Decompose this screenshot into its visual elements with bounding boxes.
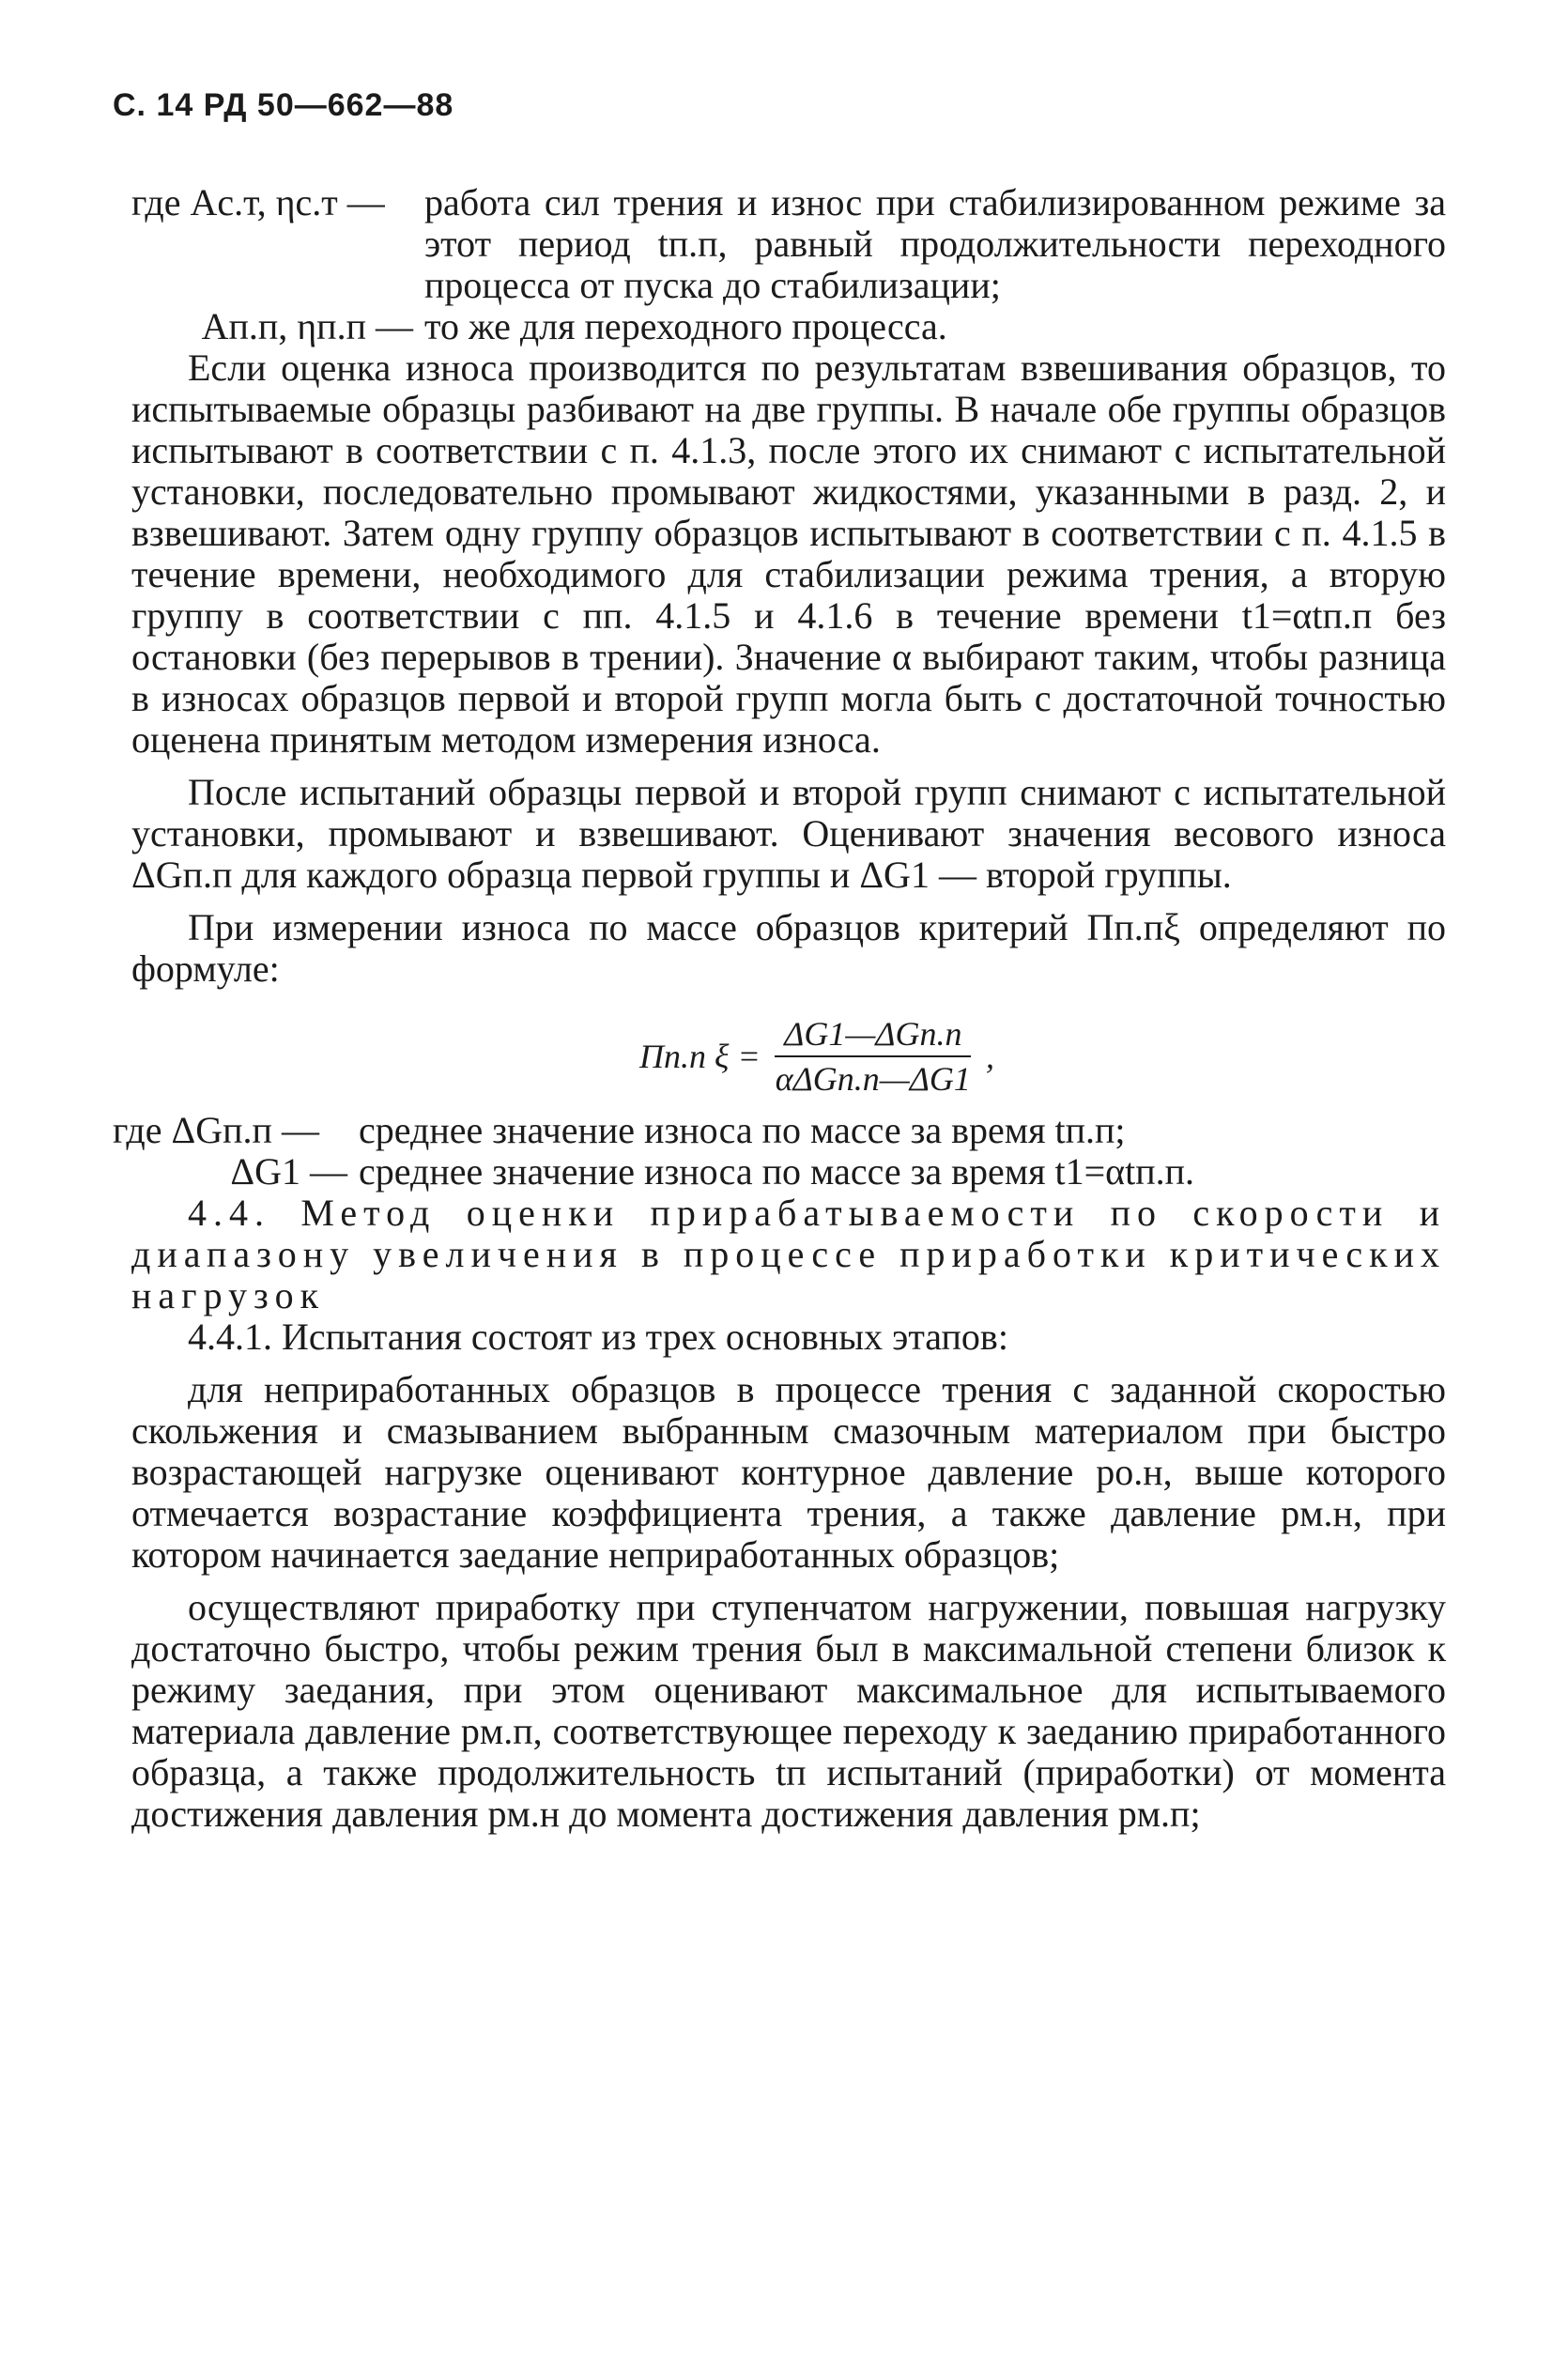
document-page (113, 85, 1446, 1835)
body-paragraph: После испытаний образцы первой и второй групп снимают с испытательной установки, промывают и взвешивают. Оценивают значения весового износа ΔGп.п для каждого образца первой группы и ΔG1 — второй группы. (131, 771, 1446, 896)
definition-row (113, 1109, 1446, 1151)
definition-row (131, 306, 1446, 347)
body-paragraph: Если оценка износа производится по результатам взвешивания образцов, то испытываемые образцы разбивают на две группы. В начале обе группы образцов испытывают в соответствии с п. 4.1.3, после этого их снимают с испытательной установки, последовательно промывают жидкостями, указанными в разд. 2, и взвешивают. Затем одну группу образцов испытывают в соответствии с п. 4.1.5 в течение времени, необходимого для стабилизации режима трения, а вторую группу в соответствии с пп. 4.1.5 и 4.1.6 в течение времени t1=αtп.п без остановки (без перерывов в трении). Значение α выбирают таким, чтобы разница в износах образцов первой и второй групп могла быть с достаточной точностью оценена принятым методом измерения износа. (131, 346, 1446, 761)
formula (188, 1012, 1446, 1101)
body-paragraph: осуществляют приработку при ступенчатом нагружении, повышая нагрузку достаточно быстро, чтобы режим трения был в максимальной степени близок к режиму заедания, при этом оценивают максимальное для испытываемого материала давление pм.п, соответствующее переходу к заеданию приработанного образца, а также продолжительность tп испытаний (приработки) от момента достижения давления pм.н до момента достижения давления pм.п; (131, 1586, 1446, 1835)
running-head: С. 14 РД 50—662—88 (113, 87, 454, 123)
definition-term: где ΔGп.п — (113, 1109, 319, 1151)
definition-term: где Aс.т, ηс.т — (131, 181, 385, 223)
body-paragraph: При измерении износа по массе образцов критерий Пп.пξ определяют по формуле: (131, 906, 1446, 990)
formula-numerator: ΔG1—ΔGп.п (775, 1012, 971, 1057)
definition-text: среднее значение износа по массе за время t1=αtп.п. (359, 1150, 1195, 1193)
definition-text: среднее значение износа по массе за время tп.п; (359, 1109, 1126, 1151)
section-heading-4-4: 4.4. Метод оценки прирабатываемости по скорости и диапазону увеличения в процессе приработки критических нагрузок (131, 1192, 1446, 1316)
definition-text: работа сил трения и износ при стабилизированном режиме за этот период tп.п, равный продолжительности переходного процесса от пуска до стабилизации; (424, 181, 1446, 306)
definitions-list-1 (131, 182, 1446, 347)
body-paragraph: для неприработанных образцов в процессе трения с заданной скоростью скольжения и смазыванием выбранным смазочным материалом при быстро возрастающей нагрузке оценивают контурное давление pо.н, выше которого отмечается возрастание коэффициента трения, а также давление pм.н, при котором начинается заедание неприработанных образцов; (131, 1368, 1446, 1576)
definitions-list-2 (113, 1109, 1446, 1193)
section-heading-4-4-1: 4.4.1. Испытания состоят из трех основных этапов: (188, 1316, 1008, 1358)
formula-lhs: Пп.п ξ = (639, 1038, 761, 1075)
definition-text: то же для переходного процесса. (424, 305, 947, 347)
formula-fraction (766, 1012, 980, 1101)
definition-row (131, 182, 1446, 306)
formula-denominator: αΔGп.п—ΔG1 (775, 1060, 971, 1098)
definition-row (131, 1151, 1446, 1193)
definition-term: ΔG1 — (230, 1150, 347, 1193)
definition-term: Aп.п, ηп.п — (201, 305, 413, 347)
formula-trail: , (985, 1038, 994, 1075)
